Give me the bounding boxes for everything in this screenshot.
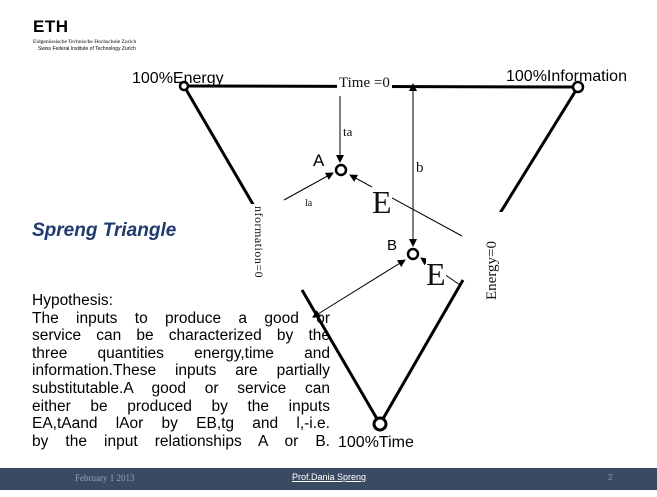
label-ta: ta bbox=[343, 124, 353, 139]
point-a-label: A bbox=[313, 151, 325, 170]
label-e-lower: E bbox=[426, 256, 446, 292]
arrow-a-energy bbox=[350, 175, 462, 236]
corner-label-information: 100%Information bbox=[506, 68, 627, 85]
arrow-a-information bbox=[284, 173, 333, 200]
point-b-node bbox=[408, 249, 418, 259]
triangle-left-edge-upper bbox=[184, 86, 254, 206]
label-b: b bbox=[416, 160, 424, 176]
footer-date: February 1 2013 bbox=[75, 473, 135, 483]
point-a-node bbox=[336, 165, 346, 175]
hypothesis-text bbox=[32, 292, 330, 450]
left-edge-label-bg bbox=[232, 204, 300, 296]
corner-node-time bbox=[374, 418, 386, 430]
footer-page-number: 2 bbox=[608, 473, 613, 482]
corner-label-time: 100%Time bbox=[338, 434, 414, 451]
eth-logo: ETH bbox=[33, 17, 69, 36]
hypothesis-line: information.These inputs are partially bbox=[32, 362, 330, 380]
corner-label-energy: 100%Energy bbox=[132, 70, 224, 87]
footer-bar bbox=[0, 468, 657, 490]
left-edge-label: nformation=0 bbox=[252, 206, 266, 279]
hypothesis-line: substitutable.A good or service can bbox=[32, 379, 330, 397]
top-edge-label: Time =0 bbox=[339, 75, 390, 91]
hypothesis-line: EA,tAand lAor by EB,tg and l,-i.e. bbox=[32, 415, 330, 433]
arrow-b-information bbox=[318, 260, 405, 314]
right-edge-label: Energy=0 bbox=[484, 240, 500, 300]
hypothesis-line: service can be characterized by the bbox=[32, 327, 330, 345]
hypothesis-line: three quantities energy,time and bbox=[32, 344, 330, 362]
footer-author-link[interactable]: Prof.Dania Spreng bbox=[292, 472, 367, 482]
hypothesis-line: either be produced by the inputs bbox=[32, 397, 330, 415]
label-la: la bbox=[305, 198, 313, 209]
logo-subtitle-english: Swiss Federal Institute of Technology Zurich bbox=[38, 46, 136, 52]
hypothesis-line: by the input relationships A or B. bbox=[32, 432, 330, 450]
hypothesis-line: Hypothesis: bbox=[32, 292, 113, 309]
hypothesis-line: The inputs to produce a good or bbox=[32, 309, 330, 327]
point-b-label: B bbox=[387, 237, 398, 254]
logo-subtitle-german: Eidgenössische Technische Hochschule Zurich bbox=[33, 39, 137, 45]
slide-heading: Spreng Triangle bbox=[32, 220, 177, 241]
triangle-right-edge-upper bbox=[497, 87, 578, 218]
label-e-upper: E bbox=[372, 184, 392, 220]
triangle-right-edge-lower bbox=[380, 280, 463, 424]
